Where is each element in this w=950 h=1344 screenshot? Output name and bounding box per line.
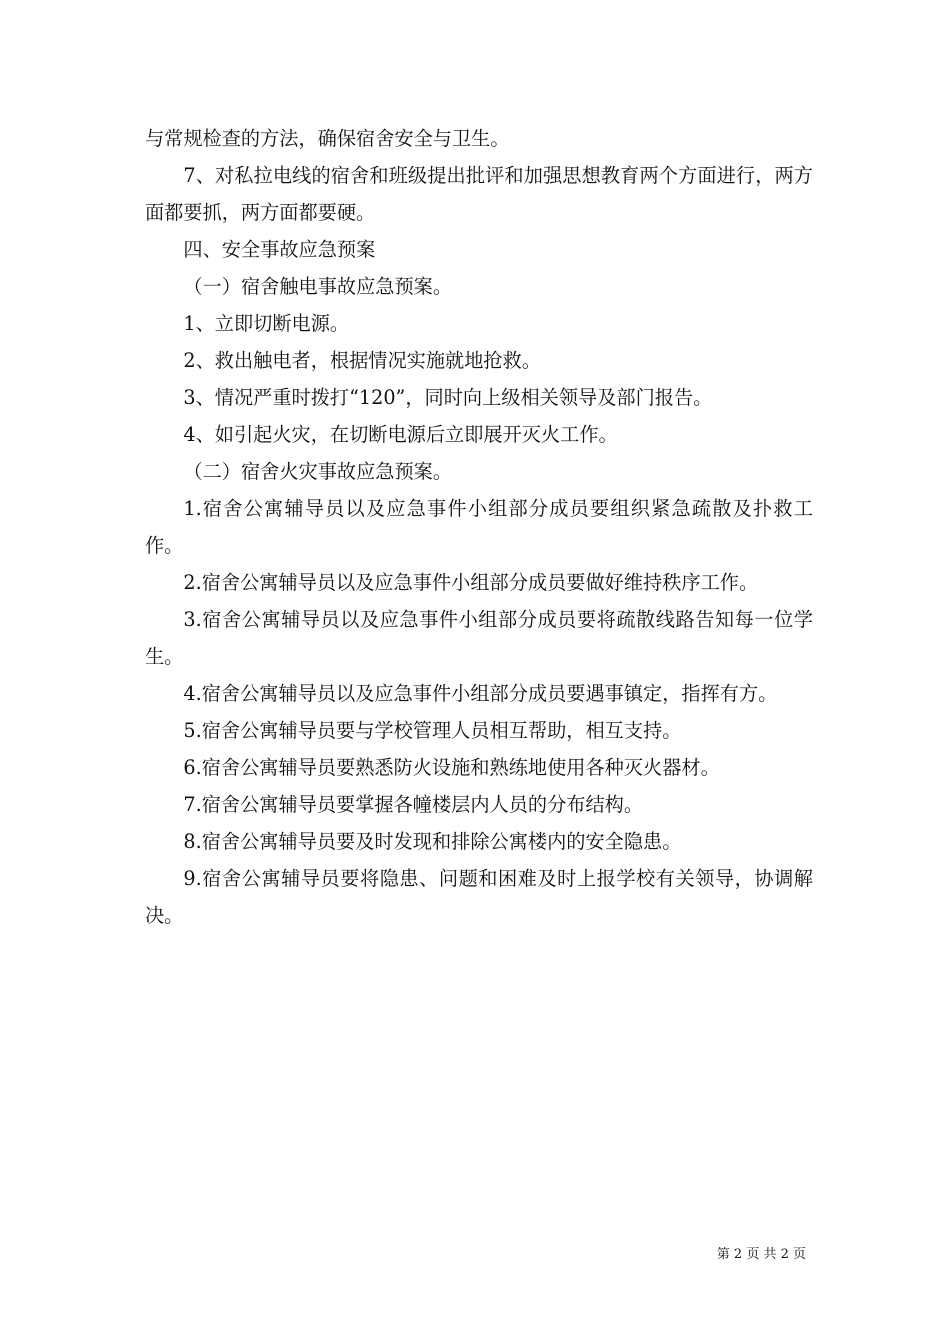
paragraph: 与常规检查的方法，确保宿舍安全与卫生。 <box>145 127 510 150</box>
list-item: 6.宿舍公寓辅导员要熟悉防火设施和熟练地使用各种灭火器材。 <box>183 756 720 779</box>
list-item: 4.宿舍公寓辅导员以及应急事件小组部分成员要遇事镇定，指挥有方。 <box>183 682 778 705</box>
list-item: 3.宿舍公寓辅导员以及应急事件小组部分成员要将疏散线路告知每一位学生。 <box>145 608 813 668</box>
list-item: 1、立即切断电源。 <box>183 312 350 335</box>
paragraph: 7、对私拉电线的宿舍和班级提出批评和加强思想教育两个方面进行，两方面都要抓，两方面都要硬。 <box>145 164 813 224</box>
page-number-footer: 第 2 页 共 2 页 <box>716 1247 806 1262</box>
list-item: 3、情况严重时拨打“120”，同时向上级相关领导及部门报告。 <box>183 386 713 409</box>
list-item: 5.宿舍公寓辅导员要与学校管理人员相互帮助，相互支持。 <box>183 719 682 742</box>
list-item: 2.宿舍公寓辅导员以及应急事件小组部分成员要做好维持秩序工作。 <box>183 571 759 594</box>
section-heading: 四、安全事故应急预案 <box>183 238 376 261</box>
list-item: 2、救出触电者，根据情况实施就地抢救。 <box>183 349 541 372</box>
list-item: 4、如引起火灾，在切断电源后立即展开灭火工作。 <box>183 423 618 446</box>
subsection-heading: （二）宿舍火灾事故应急预案。 <box>183 460 453 483</box>
subsection-heading: （一）宿舍触电事故应急预案。 <box>183 275 453 298</box>
document-body <box>145 120 813 934</box>
list-item: 9.宿舍公寓辅导员要将隐患、问题和困难及时上报学校有关领导，协调解决。 <box>145 867 813 927</box>
list-item: 7.宿舍公寓辅导员要掌握各幢楼层内人员的分布结构。 <box>183 793 644 816</box>
list-item: 8.宿舍公寓辅导员要及时发现和排除公寓楼内的安全隐患。 <box>183 830 682 853</box>
list-item: 1.宿舍公寓辅导员以及应急事件小组部分成员要组织紧急疏散及扑救工作。 <box>145 497 813 557</box>
